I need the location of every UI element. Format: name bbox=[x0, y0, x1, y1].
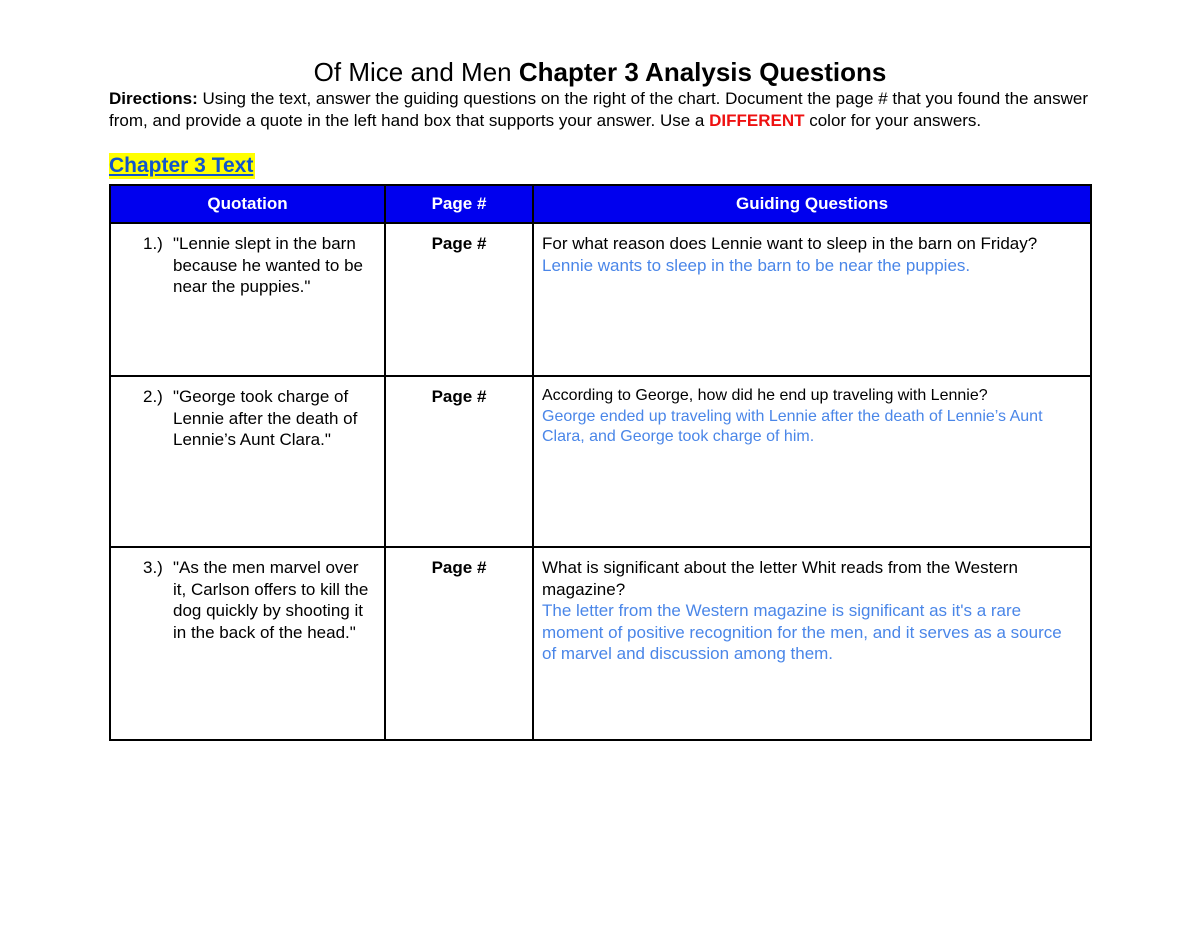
row-number: 1.) bbox=[143, 234, 163, 253]
quote-cell[interactable] bbox=[110, 223, 385, 376]
quote-text: "Lennie slept in the barn because he wanted to be near the puppies." bbox=[173, 234, 363, 296]
directions-label: Directions: bbox=[109, 89, 198, 108]
question-text: For what reason does Lennie want to sleep in the barn on Friday? bbox=[542, 234, 1038, 253]
table-row bbox=[110, 547, 1091, 740]
question-cell[interactable] bbox=[533, 547, 1091, 740]
row-number: 3.) bbox=[143, 558, 163, 577]
directions-text-end: color for your answers. bbox=[804, 110, 982, 130]
question-cell[interactable] bbox=[533, 223, 1091, 376]
quote-cell[interactable] bbox=[110, 376, 385, 547]
row-number: 2.) bbox=[143, 387, 163, 406]
answer-text: George ended up traveling with Lennie after the death of Lennie’s Aunt Clara, and George took charge of him. bbox=[542, 407, 1043, 445]
header-page: Page # bbox=[385, 185, 533, 223]
question-cell[interactable] bbox=[533, 376, 1091, 547]
answer-text: The letter from the Western magazine is significant as it's a rare moment of positive recognition for the men, and it serves as a source of marvel and discussion among them. bbox=[542, 601, 1062, 663]
page-cell[interactable]: Page # bbox=[385, 547, 533, 740]
title-regular: Of Mice and Men bbox=[313, 57, 519, 87]
directions-text: Using the text, answer the guiding questions on the right of the chart. Document the page # that you found the answer from, and provide a quote in the left hand box that supports your answer. Use a bbox=[109, 89, 1089, 130]
table-header-row bbox=[110, 185, 1091, 223]
chapter-text-link[interactable]: Chapter 3 Text bbox=[109, 154, 254, 177]
quote-cell[interactable] bbox=[110, 547, 385, 740]
question-text: What is significant about the letter Whit reads from the Western magazine? bbox=[542, 558, 1018, 599]
page-title bbox=[0, 56, 1200, 88]
table-row bbox=[110, 376, 1091, 547]
quote-text: "As the men marvel over it, Carlson offers to kill the dog quickly by shooting it in the back of the head." bbox=[173, 558, 369, 642]
page-cell[interactable]: Page # bbox=[385, 223, 533, 376]
header-guiding-questions: Guiding Questions bbox=[533, 185, 1091, 223]
header-quotation: Quotation bbox=[110, 185, 385, 223]
table-row bbox=[110, 223, 1091, 376]
directions-emphasis: DIFFERENT bbox=[709, 110, 805, 130]
directions bbox=[109, 88, 1094, 131]
analysis-table bbox=[109, 184, 1092, 741]
title-bold: Chapter 3 Analysis Questions bbox=[518, 57, 887, 87]
question-text: According to George, how did he end up traveling with Lennie? bbox=[542, 387, 988, 404]
page-cell[interactable]: Page # bbox=[385, 376, 533, 547]
answer-text: Lennie wants to sleep in the barn to be near the puppies. bbox=[542, 255, 971, 275]
quote-text: "George took charge of Lennie after the death of Lennie’s Aunt Clara." bbox=[173, 387, 358, 449]
